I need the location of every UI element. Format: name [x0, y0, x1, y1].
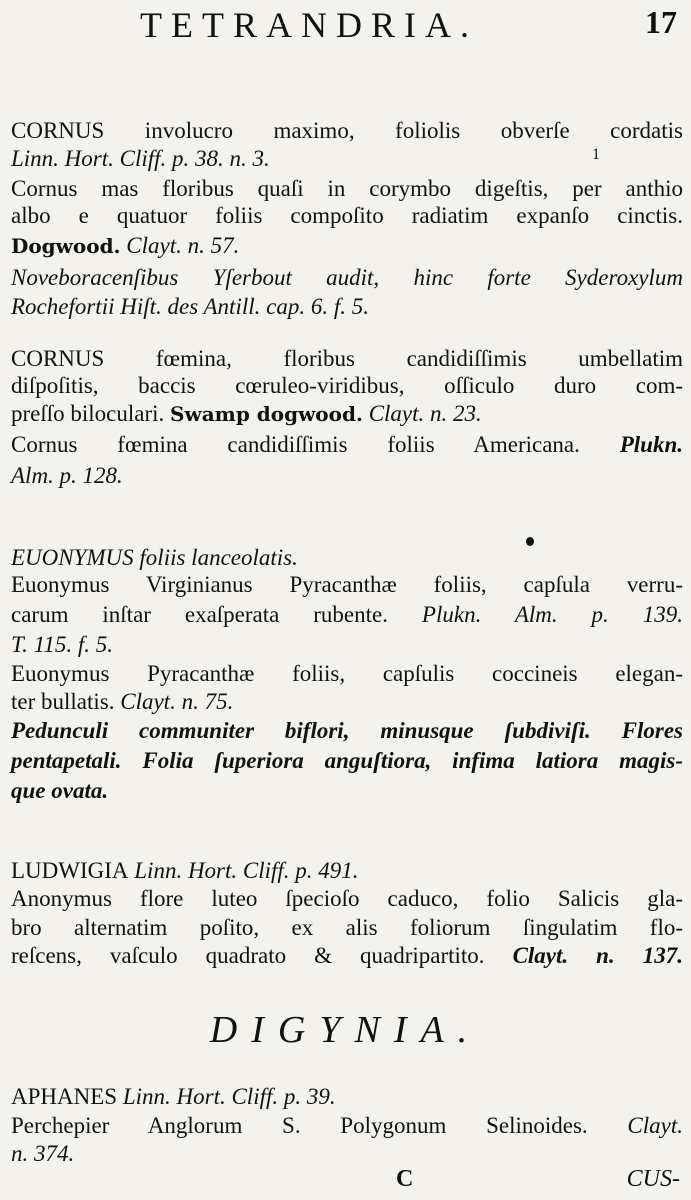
- note-line: que ovata.: [11, 778, 109, 803]
- genus-name: CORNUS: [11, 118, 105, 143]
- page-number: 17: [645, 4, 677, 40]
- genus-name: CORNUS: [11, 346, 105, 371]
- signature-mark: C: [396, 1166, 414, 1192]
- citation: Clayt. n. 75.: [120, 689, 234, 714]
- entry-text: preſſo biloculari.: [11, 401, 171, 426]
- entry-line: Euonymus Pyracanthæ foliis, capſulis coccineis elegan-: [11, 661, 683, 686]
- entry-line: bro alternatim poſito, ex alis foliorum ſingulatim flo-: [11, 915, 683, 940]
- genus-name: LUDWIGIA: [11, 858, 129, 883]
- note-line: Noveboracenſibus Yſerbout audit, hinc forte Syderoxylum: [11, 265, 683, 290]
- entry-line: [11, 346, 683, 372]
- citation: Plukn. Alm. p. 139.: [421, 602, 683, 627]
- citation: Clayt. n. 137.: [512, 943, 683, 968]
- note-line: Pedunculi communiter biflori, minusque ſubdiviſi. Flores: [11, 718, 683, 743]
- common-name: Swamp dogwood.: [170, 402, 363, 426]
- entry-line: [11, 1084, 683, 1110]
- citation: Linn. Hort. Cliff. p. 39.: [117, 1084, 336, 1109]
- entry-line: [11, 602, 683, 628]
- citation: Clayt.: [627, 1113, 683, 1138]
- entry-line: [11, 118, 683, 144]
- citation-line: T. 115. f. 5.: [11, 632, 114, 657]
- citation-line: Linn. Hort. Cliff. p. 38. n. 3.: [11, 146, 270, 171]
- entry-text: Cornus fœmina candidiſſimis foliis Americana.: [11, 432, 620, 457]
- entry-line: [11, 401, 683, 427]
- catchword: CUS-: [626, 1166, 680, 1192]
- citation-line: n. 374.: [11, 1141, 75, 1166]
- entry-text: involucro maximo, foliolis obverſe cordatis: [104, 118, 683, 143]
- entry-line: [11, 943, 683, 969]
- note-line: pentapetali. Folia ſuperiora anguſtiora, infima latiora magis-: [11, 748, 683, 773]
- entry-text: Perchepier Anglorum S. Polygonum Selinoides.: [11, 1113, 628, 1138]
- entry-text: reſcens, vaſculo quadrato & quadripartito.: [11, 943, 513, 968]
- entry-line: Anonymus flore luteo ſpecioſo caduco, folio Salicis gla-: [11, 886, 683, 911]
- footnote-mark: 1: [592, 146, 600, 163]
- page-footer: [0, 1166, 691, 1196]
- entry-line: Cornus mas floribus quaſi in corymbo digeſtis, per anthio: [11, 176, 683, 201]
- entry-line: [11, 1113, 683, 1139]
- citation: Clayt. n. 57.: [120, 233, 240, 258]
- entry-line: [11, 858, 683, 884]
- entry-heading: EUONYMUS foliis lanceolatis.: [11, 545, 298, 570]
- page-header: [0, 4, 691, 48]
- common-name: Dogwood.: [11, 234, 121, 258]
- entry-line: albo e quatuor foliis compoſito radiatim expanſo cinctis.: [11, 203, 683, 228]
- entry-text: fœmina, floribus candidiſſimis umbellatim: [104, 346, 683, 371]
- citation: Plukn.: [619, 432, 683, 457]
- entry-line: diſpoſitis, baccis cœruleo-viridibus, oſſiculo duro com-: [11, 373, 683, 398]
- section-heading: DIGYNIA.: [209, 1009, 482, 1051]
- entry-line: [11, 689, 683, 715]
- citation: Clayt. n. 23.: [362, 401, 482, 426]
- entry-line: Euonymus Virginianus Pyracanthæ foliis, capſula verru-: [11, 572, 683, 597]
- citation-line: Alm. p. 128.: [11, 463, 123, 488]
- running-title: TETRANDRIA.: [140, 5, 478, 45]
- note-line: Rochefortii Hiſt. des Antill. cap. 6. f. 5.: [11, 294, 369, 319]
- entry-text: carum inſtar exaſperata rubente.: [11, 602, 422, 627]
- genus-name: APHANES: [11, 1084, 118, 1109]
- citation: Linn. Hort. Cliff. p. 491.: [128, 858, 359, 883]
- entry-text: ter bullatis.: [11, 689, 121, 714]
- entry-line: [11, 432, 683, 458]
- entry-line: [11, 233, 683, 259]
